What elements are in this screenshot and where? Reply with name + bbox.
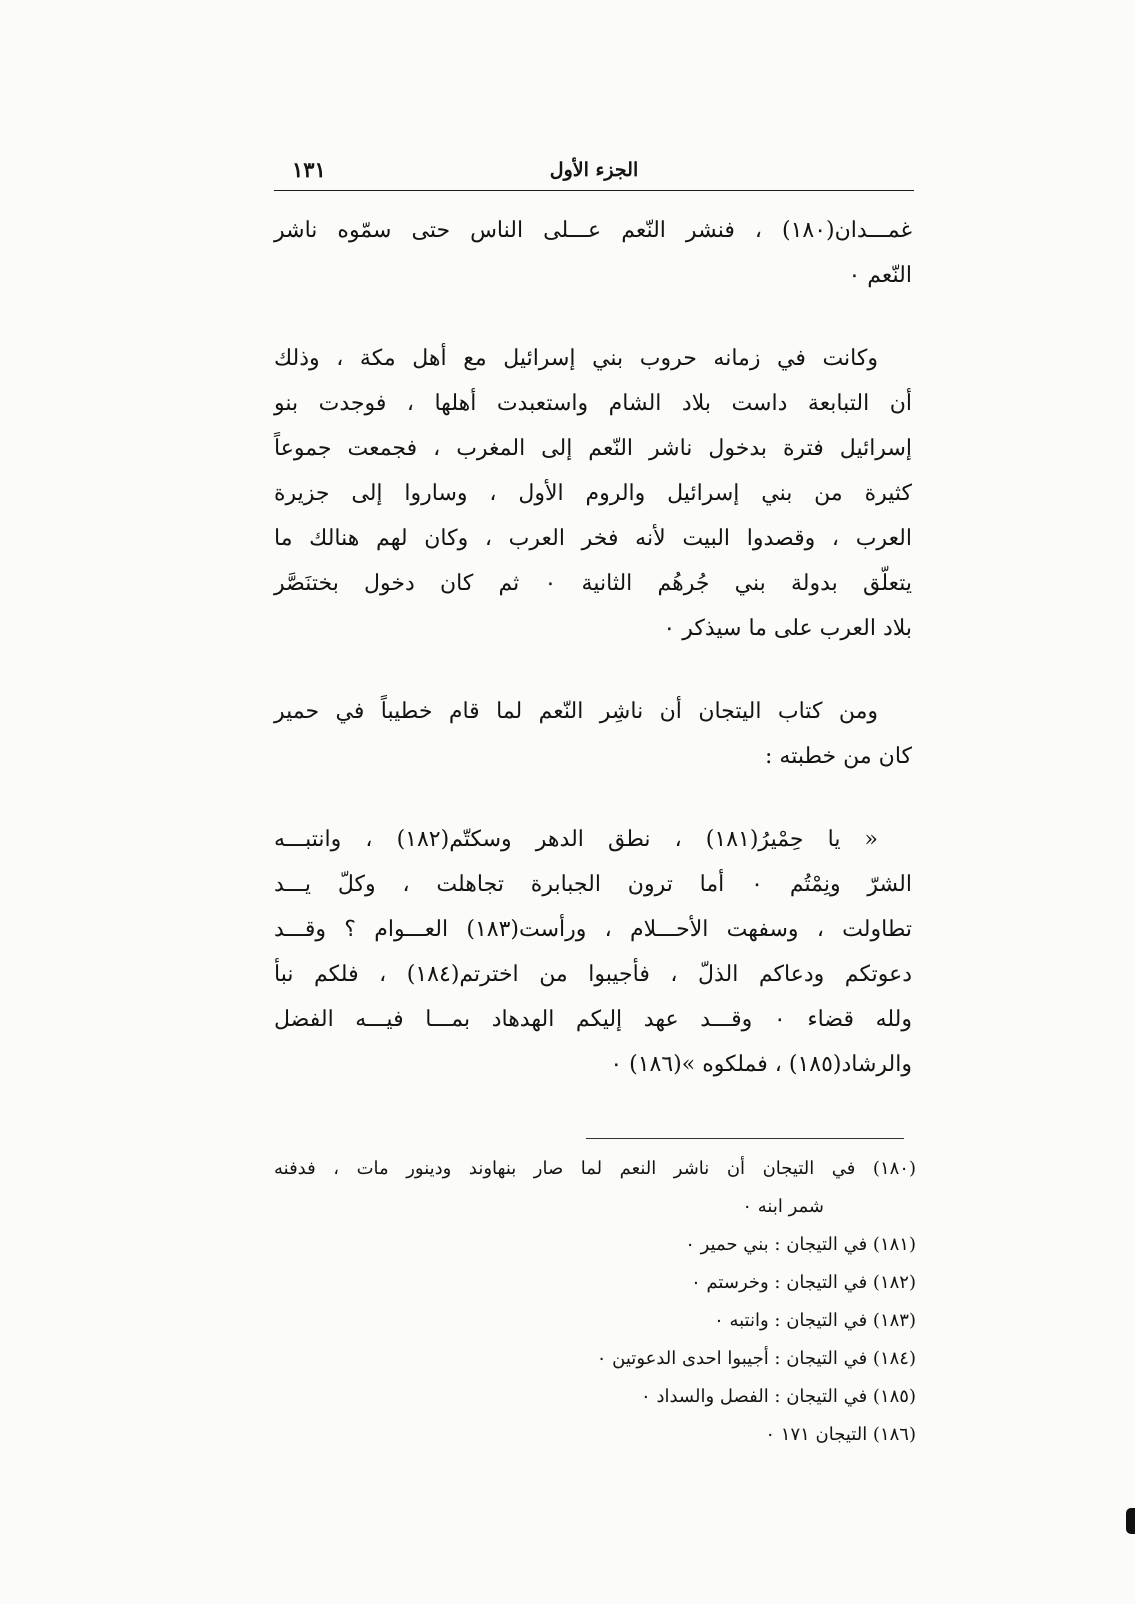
paragraph-gap: [274, 298, 912, 336]
footnote: (١٨٠) في التيجان أن ناشر النعم لما صار بنهاوند ودينور مات ، فدفنه: [274, 1158, 916, 1179]
text-line: النّعم ٠: [848, 263, 912, 288]
text-line: « يا حِمْيرُ(١٨١) ، نطق الدهر وسكتّم(١٨٢) ، وانتبـــه: [274, 827, 879, 852]
footnote: (١٨١) في التيجان : بني حمير ٠: [685, 1234, 916, 1255]
text-line: أن التبابعة داست بلاد الشام واستعبدت أهلها ، فوجدت بنو: [274, 391, 912, 416]
text-line: العرب ، وقصدوا البيت لأنه فخر العرب ، وكان لهم هنالك ما: [274, 526, 912, 551]
text-line: غمـــدان(١٨٠) ، فنشر النّعم عـــلى الناس حتى سمّوه ناشر: [274, 218, 912, 243]
main-text: [274, 208, 912, 1087]
text-line: ومن كتاب اليتجان أن ناشِر النّعم لما قام خطيباً في حمير: [274, 699, 878, 724]
running-head-title: الجزء الأول: [549, 159, 639, 181]
text-line: ولله قضاء ٠ وقـــد عهد إليكم الهدهاد بمـــا فيـــه الفضل: [274, 1007, 912, 1032]
header-rule: [274, 190, 914, 191]
text-line: وكانت في زمانه حروب بني إسرائيل مع أهل مكة ، وذلك: [274, 346, 878, 371]
text-line: تطاولت ، وسفهت الأحـــلام ، ورأست(١٨٣) العـــوام ؟ وقـــد: [274, 917, 912, 942]
text-line: بلاد العرب على ما سيذكر ٠: [663, 616, 912, 641]
footnote: (١٨٥) في التيجان : الفصل والسداد ٠: [641, 1386, 916, 1407]
text-line: يتعلّق بدولة بني جُرهُم الثانية ٠ ثم كان دخول بختنَصَّر: [274, 571, 912, 596]
text-line: والرشاد(١٨٥) ، فملكوه »(١٨٦) ٠: [610, 1052, 912, 1077]
page-number: ١٣١: [292, 157, 326, 182]
running-header: [274, 155, 914, 191]
text-line: الشرّ ونِمْتُم ٠ أما ترون الجبابرة تجاهلت ، وكلّ يـــد: [274, 872, 912, 897]
text-line: كان من خطبته :: [765, 744, 912, 769]
footnote: (١٨٤) في التيجان : أجيبوا احدى الدعوتين ٠: [596, 1348, 916, 1369]
footnote: (١٨٢) في التيجان : وخرستم ٠: [691, 1272, 916, 1293]
footnote-continuation: شمر ابنه ٠: [742, 1196, 824, 1217]
text-line: كثيرة من بني إسرائيل والروم الأول ، وساروا إلى جزيرة: [274, 481, 912, 506]
paragraph-gap: [274, 651, 912, 689]
text-line: دعوتكم ودعاكم الذلّ ، فأجيبوا من اخترتم(١٨٤) ، فلكم نبأ: [274, 962, 913, 987]
text-line: إسرائيل فترة بدخول ناشر النّعم إلى المغرب ، فجمعت جموعاً: [274, 436, 912, 461]
footnote: (١٨٣) في التيجان : وانتبه ٠: [714, 1310, 916, 1331]
paragraph-gap: [274, 779, 912, 817]
footnotes: [274, 1150, 916, 1454]
footnote-separator: [586, 1138, 904, 1139]
scan-edge-mark: [1126, 1508, 1135, 1534]
footnote: (١٨٦) التيجان ١٧١ ٠: [765, 1424, 916, 1445]
